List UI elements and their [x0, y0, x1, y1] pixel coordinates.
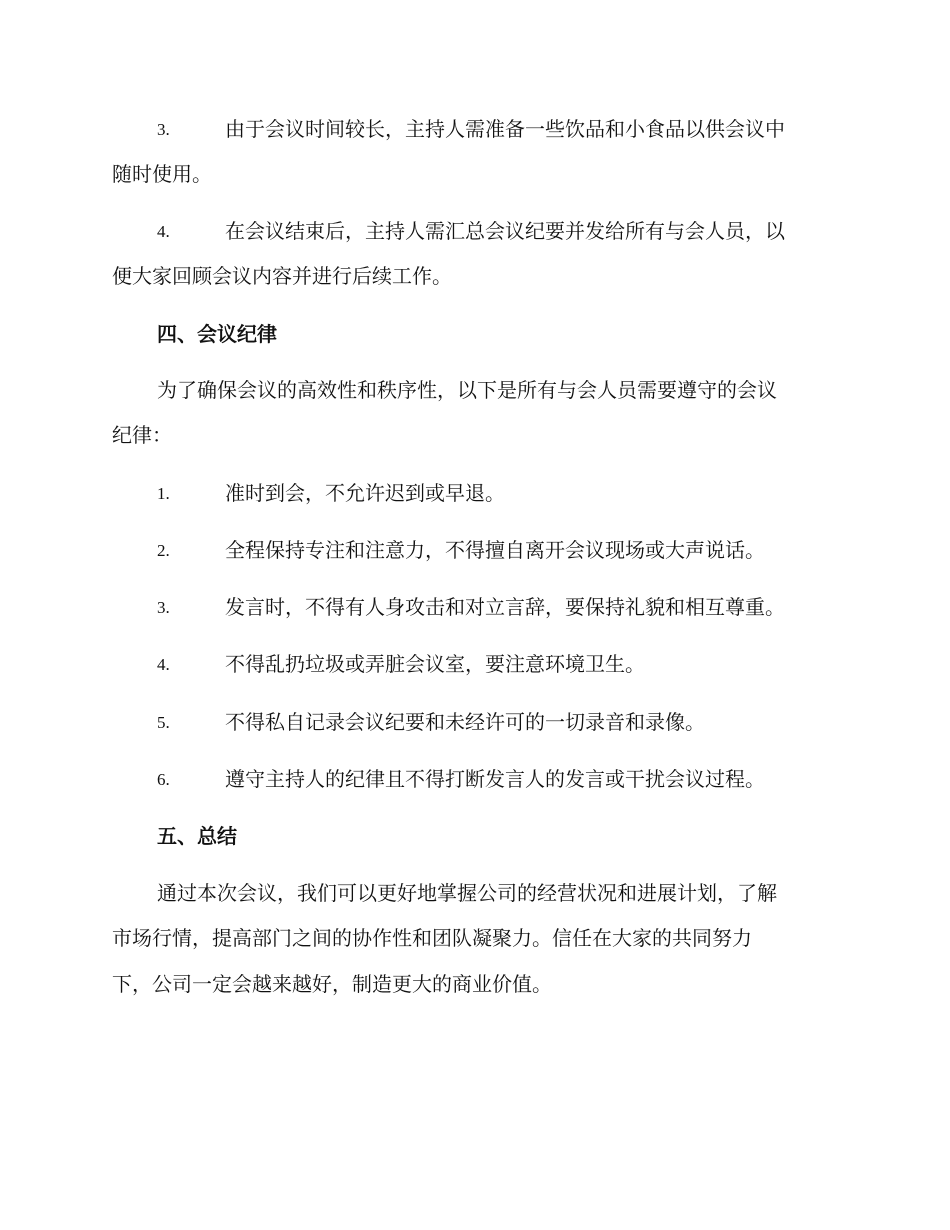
- list-item-text: 在会议结束后，主持人需汇总会议纪要并发给所有与会人员，以: [225, 219, 785, 243]
- section-heading: 四、会议纪律: [157, 322, 277, 346]
- list-number: 4.: [157, 655, 170, 674]
- list-item-text: 由于会议时间较长，主持人需准备一些饮品和小食品以供会议中: [225, 117, 785, 141]
- paragraph-line: 下，公司一定会越来越好，制造更大的商业价值。: [112, 972, 552, 996]
- list-item-text: 发言时，不得有人身攻击和对立言辞，要保持礼貌和相互尊重。: [225, 595, 785, 619]
- paragraph-line: 市场行情，提高部门之间的协作性和团队凝聚力。信任在大家的共同努力: [112, 926, 752, 950]
- list-item-text: 全程保持专注和注意力，不得擅自离开会议现场或大声说话。: [225, 538, 765, 562]
- section-heading: 五、总结: [157, 824, 237, 848]
- list-item-text: 准时到会，不允许迟到或早退。: [225, 481, 505, 505]
- list-number: 6.: [157, 770, 170, 789]
- list-item-text: 不得私自记录会议纪要和未经许可的一切录音和录像。: [225, 710, 705, 734]
- list-number: 5.: [157, 713, 170, 732]
- list-item-text: 遵守主持人的纪律且不得打断发言人的发言或干扰会议过程。: [225, 767, 765, 791]
- list-number: 3.: [157, 598, 170, 617]
- paragraph-line: 通过本次会议，我们可以更好地掌握公司的经营状况和进展计划，了解: [157, 881, 777, 905]
- list-item-continuation: 随时使用。: [112, 162, 212, 186]
- paragraph-line: 纪律：: [112, 423, 172, 447]
- paragraph-line: 为了确保会议的高效性和秩序性，以下是所有与会人员需要遵守的会议: [157, 378, 777, 402]
- list-item-text: 不得乱扔垃圾或弄脏会议室，要注意环境卫生。: [225, 652, 645, 676]
- list-number: 3.: [157, 120, 170, 139]
- list-number: 2.: [157, 541, 170, 560]
- list-number: 4.: [157, 222, 170, 241]
- list-item-continuation: 便大家回顾会议内容并进行后续工作。: [112, 264, 452, 288]
- list-number: 1.: [157, 484, 170, 503]
